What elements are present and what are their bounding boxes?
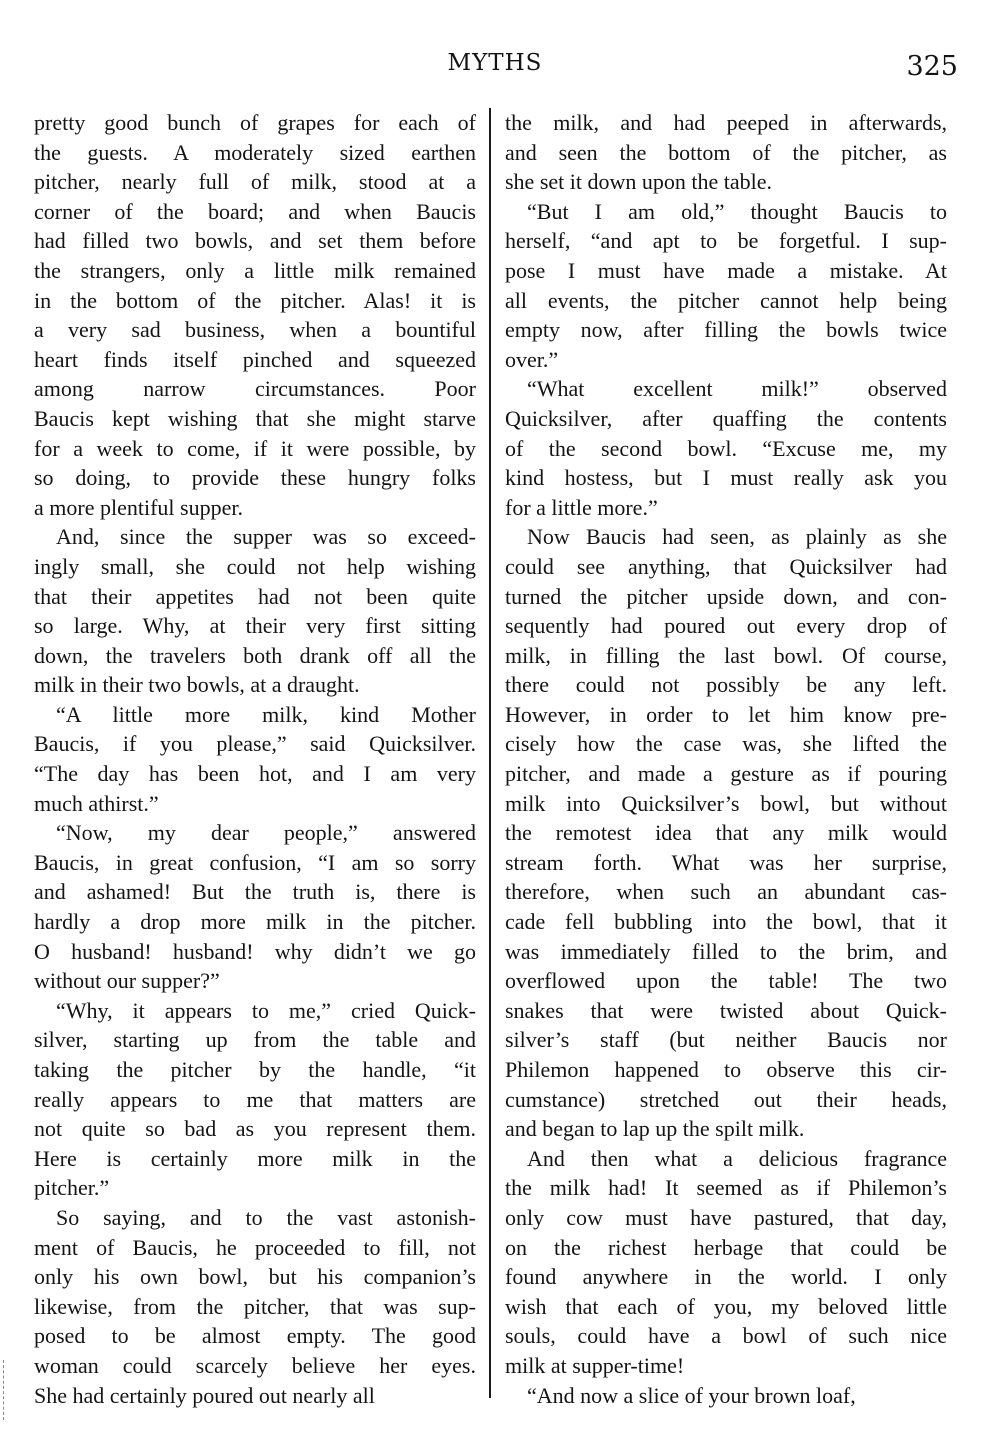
text-line: heart finds itself pinched and squeezed [34,346,476,372]
text-line: so large. Why, at their very first sitting [34,613,476,639]
text-line: pitcher.” [34,1175,110,1201]
text-line: Philemon happened to observe this cir- [505,1057,947,1082]
paragraph [34,700,476,818]
text-line: souls, could have a bowl of such nice [505,1323,947,1349]
paragraph [34,522,476,700]
text-line: Here is certainly more milk in the [34,1145,476,1171]
text-line: “Why, it appears to me,” cried Quick- [56,997,476,1023]
text-line: for a little more.” [505,494,658,520]
text-line: Baucis, in great confusion, “I am so sorry [34,849,476,875]
text-line: not quite so bad as you represent them. [34,1116,476,1142]
text-line: wish that each of you, my beloved little [505,1293,947,1319]
text-line: the strangers, only a little milk remained [34,257,476,283]
text-line: silver, starting up from the table and [34,1027,476,1053]
text-line: Now Baucis had seen, as plainly as she [527,524,947,550]
text-line: over.” [505,346,559,372]
text-line: and began to lap up the spilt milk. [505,1116,805,1142]
text-line: found anywhere in the world. I only [505,1264,947,1290]
text-line: the milk had! It seemed as if Philemon’s [505,1175,947,1201]
text-line: and seen the bottom of the pitcher, as [505,139,947,165]
text-line: “A little more milk, kind Mother [56,701,476,727]
paragraph [505,522,947,1143]
text-line: milk at supper-time! [505,1352,685,1378]
text-line: only cow must have pastured, that day, [505,1204,947,1230]
text-line: milk in their two bowls, at a draught. [34,672,360,698]
text-line: cade fell bubbling into the bowl, that it [505,909,947,935]
text-line: ingly small, she could not help wishing [34,553,476,579]
text-line: pose I must have made a mistake. At [505,257,947,283]
text-line: pitcher, and made a gesture as if pouring [505,761,947,787]
paragraph [34,996,476,1203]
text-line: among narrow circumstances. Poor [34,376,476,402]
text-line: Baucis kept wishing that she might starve [34,405,476,431]
paragraph [34,108,476,522]
text-line: taking the pitcher by the handle, “it [34,1057,476,1082]
text-line: of the second bowl. “Excuse me, my [505,435,947,461]
text-line: kind hostess, but I must really ask you [505,465,947,491]
text-line: for a week to come, if it were possible, by [34,435,476,461]
text-line: Baucis, if you please,” said Quicksilver. [34,731,476,757]
text-line: pretty good bunch of grapes for each of [34,110,476,135]
paragraph [505,197,947,375]
text-line: the milk, and had peeped in afterwards, [505,110,947,135]
text-line: stream forth. What was her surprise, [505,849,947,875]
paragraph [34,818,476,996]
text-line: “But I am old,” thought Baucis to [527,198,947,224]
text-line: she set it down upon the table. [505,169,773,195]
left-column [34,108,476,1418]
text-line: hardly a drop more milk in the pitcher. [34,909,476,935]
text-line: posed to be almost empty. The good [34,1323,476,1349]
running-title: MYTHS [447,50,543,76]
text-line: had filled two bowls, and set them before [34,228,476,254]
column-divider [489,108,491,1398]
text-line: a more plentiful supper. [34,494,243,520]
paragraph [34,1203,476,1410]
text-line: silver’s staff (but neither Baucis nor [505,1027,947,1053]
paragraph [505,1144,947,1381]
text-line: snakes that were twisted about Quick- [505,997,947,1023]
text-line: “What excellent milk!” observed [527,376,947,402]
text-line: down, the travelers both drank off all the [34,642,476,668]
text-line: really appears to me that matters are [34,1086,476,1112]
text-line: “And now a slice of your brown loaf, [527,1382,856,1408]
text-line: much athirst.” [34,790,159,816]
text-line: all events, the pitcher cannot help being [505,287,947,313]
text-line: Quicksilver, after quaffing the contents [505,405,947,431]
paragraph [505,374,947,522]
text-line: in the bottom of the pitcher. Alas! it is [34,287,476,313]
text-line: likewise, from the pitcher, that was sup- [34,1293,476,1319]
text-line: so doing, to provide these hungry folks [34,465,476,491]
text-line: woman could scarcely believe her eyes. [34,1352,476,1378]
text-line: and ashamed! But the truth is, there is [34,879,476,905]
text-line: ment of Baucis, he proceeded to fill, not [34,1234,476,1260]
text-line: cisely how the case was, she lifted the [505,731,947,757]
text-line: O husband! husband! why didn’t we go [34,938,476,964]
right-column [505,108,947,1418]
page-number: 325 [906,51,958,82]
text-line: “Now, my dear people,” answered [56,820,476,846]
text-line: therefore, when such an abundant cas- [505,879,947,905]
text-line: overflowed upon the table! The two [505,968,947,994]
text-line: was immediately filled to the brim, and [505,938,947,964]
text-line: a very sad business, when a bountiful [34,317,476,343]
text-line: pitcher, nearly full of milk, stood at a [34,169,476,195]
margin-mark [3,1360,4,1420]
text-line: on the richest herbage that could be [505,1234,947,1260]
text-line: sequently had poured out every drop of [505,613,947,639]
text-line: She had certainly poured out nearly all [34,1382,375,1408]
text-line: turned the pitcher upside down, and con- [505,583,947,609]
text-line: So saying, and to the vast astonish- [56,1204,476,1230]
text-line: the guests. A moderately sized earthen [34,139,476,165]
text-line: herself, “and apt to be forgetful. I sup- [505,228,947,254]
text-line: However, in order to let him know pre- [505,701,947,727]
text-line: “The day has been hot, and I am very [34,761,476,787]
text-line: And then what a delicious fragrance [527,1145,947,1171]
text-line: cumstance) stretched out their heads, [505,1086,947,1112]
text-line: only his own bowl, but his companion’s [34,1264,476,1290]
text-line: without our supper?” [34,968,220,994]
text-line: And, since the supper was so exceed- [56,524,476,550]
text-line: could see anything, that Quicksilver had [505,553,947,579]
text-line: empty now, after filling the bowls twice [505,317,947,343]
running-head [0,50,1000,90]
paragraph [505,108,947,197]
text-line: that their appetites had not been quite [34,583,476,609]
text-line: milk, in filling the last bowl. Of course, [505,642,947,668]
text-line: milk into Quicksilver’s bowl, but without [505,790,947,816]
text-line: corner of the board; and when Baucis [34,198,476,224]
paragraph [505,1381,947,1411]
text-line: the remotest idea that any milk would [505,820,947,846]
text-line: there could not possibly be any left. [505,672,947,698]
